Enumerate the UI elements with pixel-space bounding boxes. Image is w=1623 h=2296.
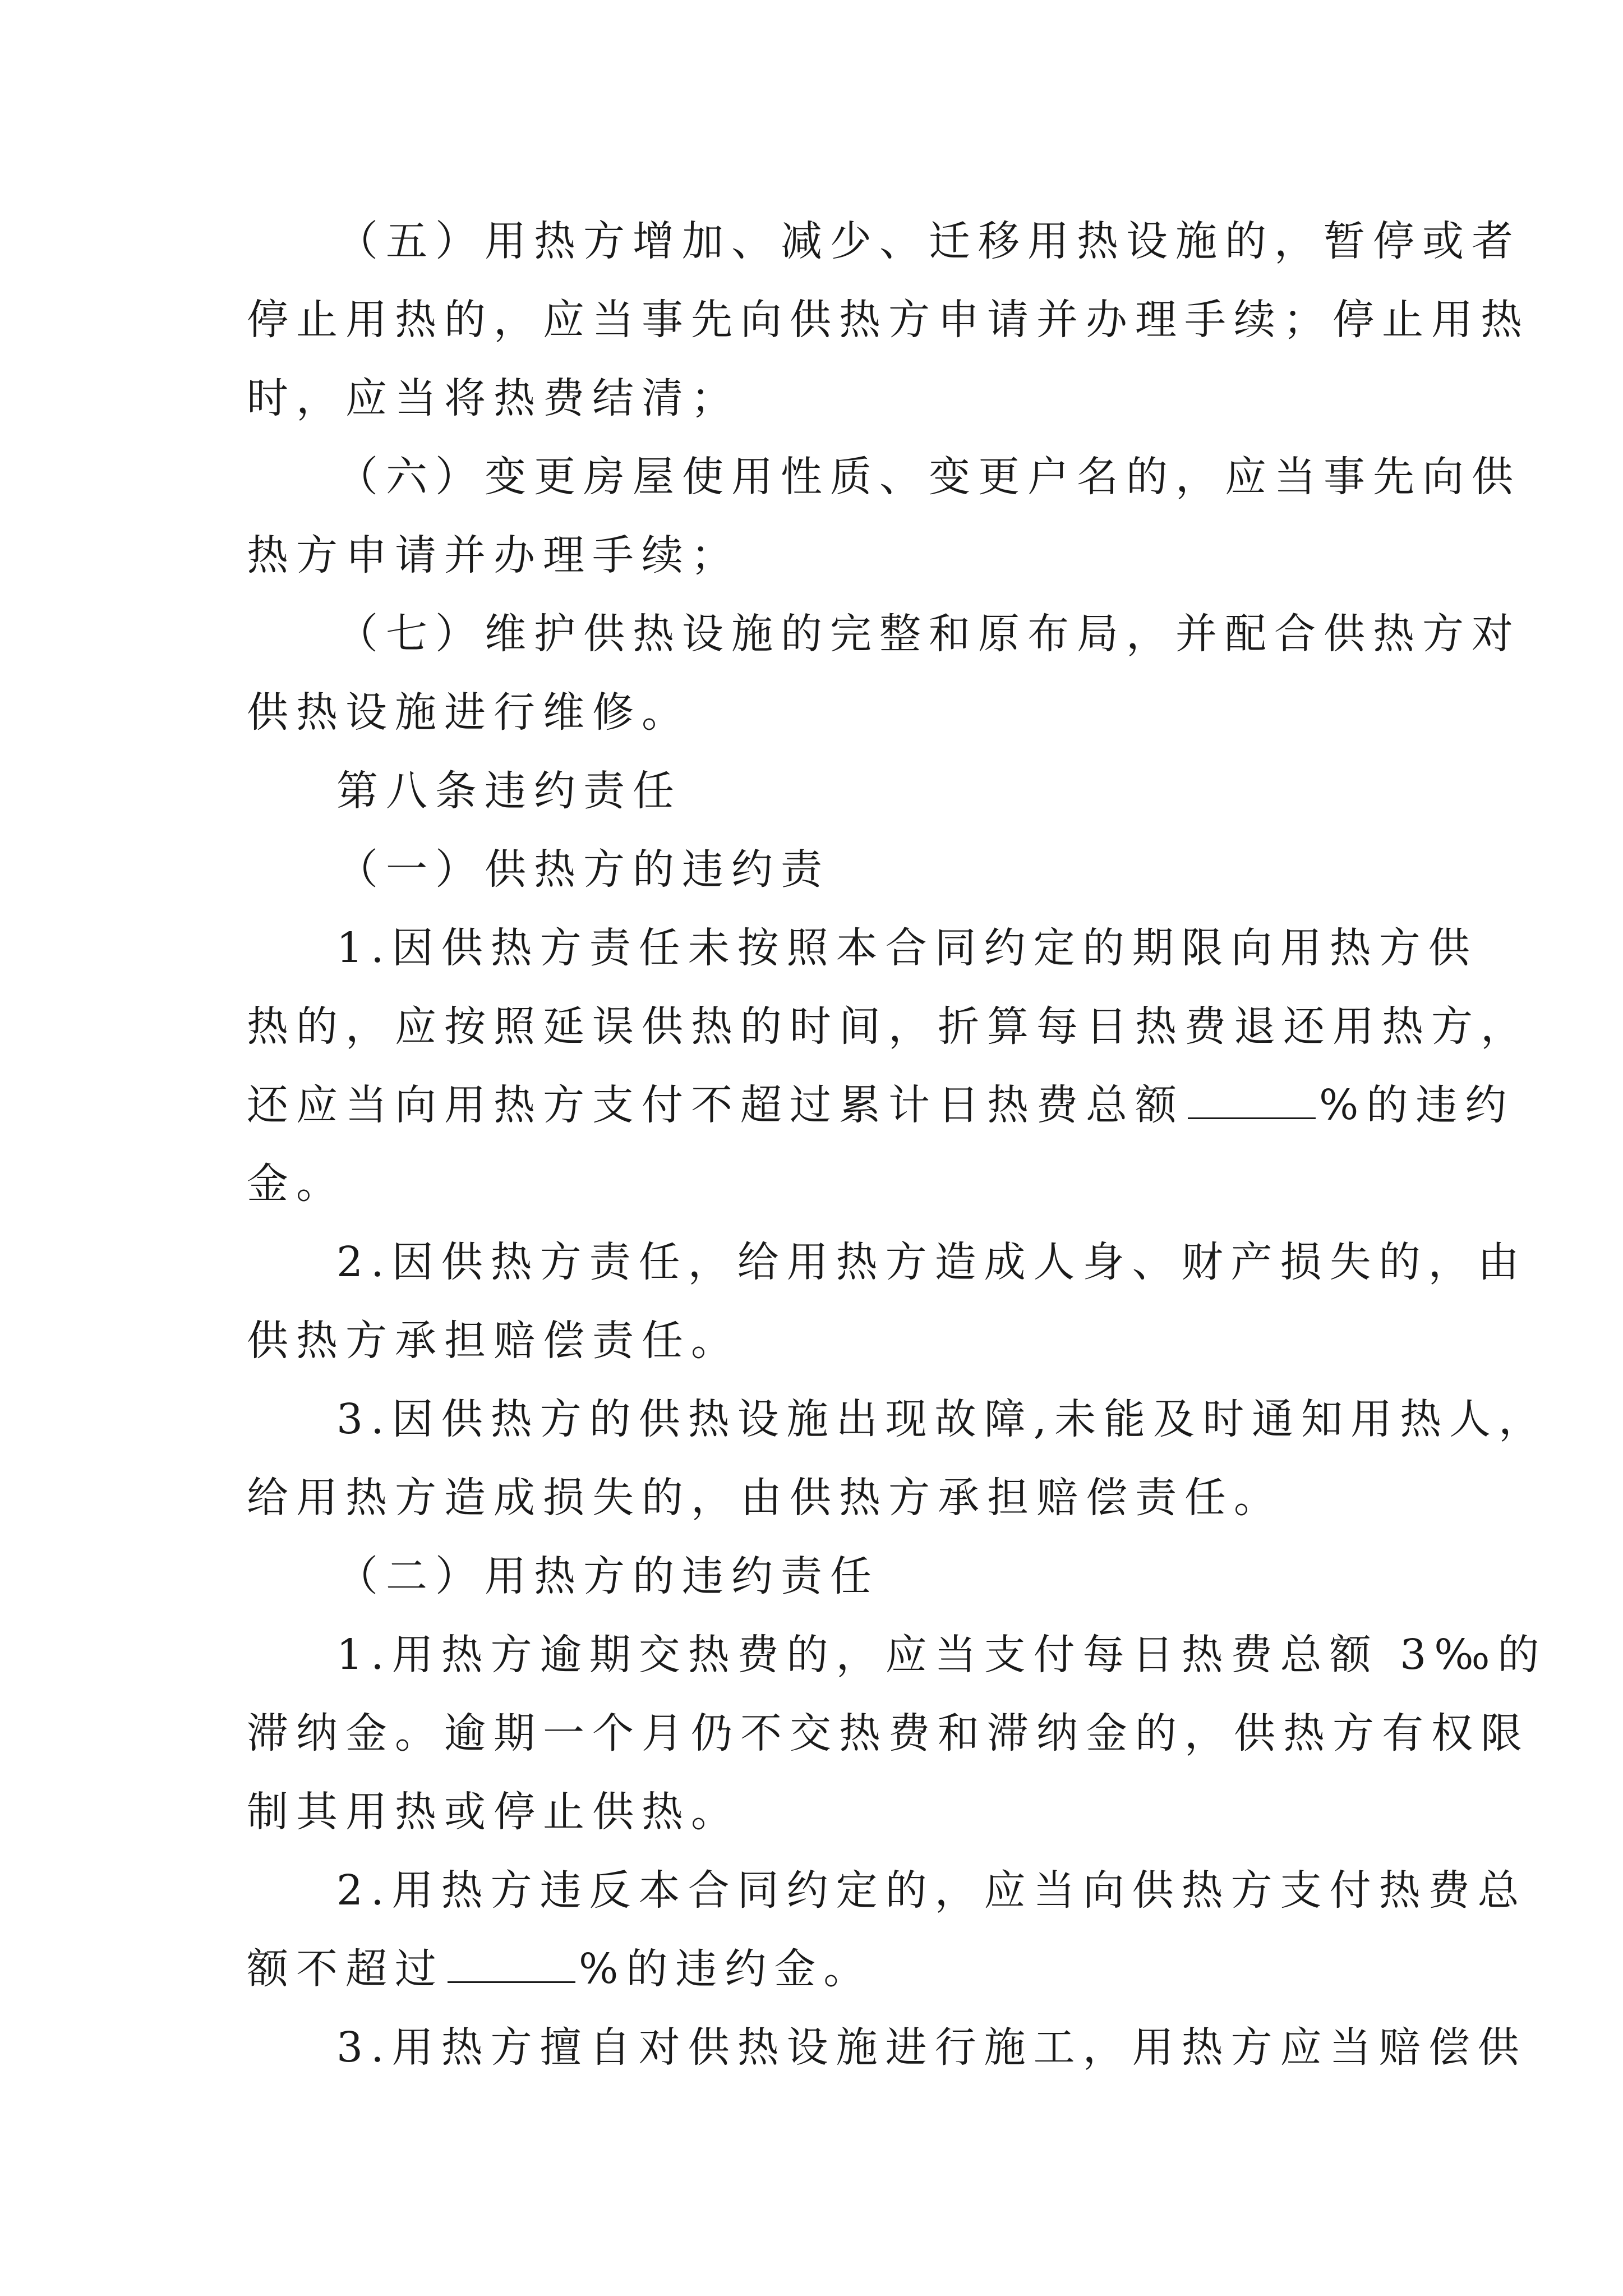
text-line: 3.因供热方的供热设施出现故障,未能及时通知用热人， (336, 1395, 1548, 1443)
text-segment: %的违约金。 (579, 1945, 873, 1993)
text-line: 1.用热方逾期交热费的，应当支付每日热费总额 3‰的 (336, 1631, 1547, 1679)
text-segment: 额不超过 (247, 1945, 444, 1993)
text-segment: 还应当向用热方支付不超过累计日热费总额 (247, 1081, 1184, 1129)
text-line: 供热设施进行维修。 (247, 688, 691, 737)
text-line: 金。 (247, 1159, 345, 1208)
text-line: 停止用热的，应当事先向供热方申请并办理手续；停止用热 (247, 296, 1530, 344)
text-line: 热的，应按照延误供热的时间，折算每日热费退还用热方， (247, 1002, 1530, 1051)
text-line (247, 1930, 873, 2008)
text-line: 2.用热方违反本合同约定的，应当向供热方支付热费总 (336, 1866, 1527, 1915)
fill-in-blank[interactable] (448, 1942, 575, 1983)
text-line: （六）变更房屋使用性质、变更户名的，应当事先向供 (336, 453, 1521, 501)
subsection-heading: （一）供热方的违约责 (336, 845, 830, 894)
subsection-heading: （二）用热方的违约责任 (336, 1552, 879, 1600)
text-line: 时，应当将热费结清； (247, 374, 740, 422)
fill-in-blank[interactable] (1188, 1078, 1316, 1119)
text-line: 热方申请并办理手续； (247, 531, 740, 579)
text-line: （七）维护供热设施的完整和原布局，并配合供热方对 (336, 610, 1521, 658)
text-line: 1.因供热方责任未按照本合同约定的期限向用热方供 (336, 924, 1478, 972)
text-line: 制其用热或停止供热。 (247, 1788, 740, 1836)
text-line: 2.因供热方责任，给用热方造成人身、财产损失的，由 (336, 1238, 1527, 1286)
text-line: 供热方承担赔偿责任。 (247, 1317, 740, 1365)
text-segment: %的违约 (1319, 1081, 1515, 1129)
text-line (247, 1066, 1514, 1144)
text-line: （五）用热方增加、减少、迁移用热设施的，暂停或者 (336, 217, 1521, 265)
text-line: 3.用热方擅自对供热设施进行施工，用热方应当赔偿供 (336, 2023, 1527, 2072)
section-heading: 第八条违约责任 (336, 767, 682, 815)
text-line: 给用热方造成损失的，由供热方承担赔偿责任。 (247, 1474, 1283, 1522)
text-line: 滞纳金。逾期一个月仍不交热费和滞纳金的，供热方有权限 (247, 1709, 1530, 1757)
